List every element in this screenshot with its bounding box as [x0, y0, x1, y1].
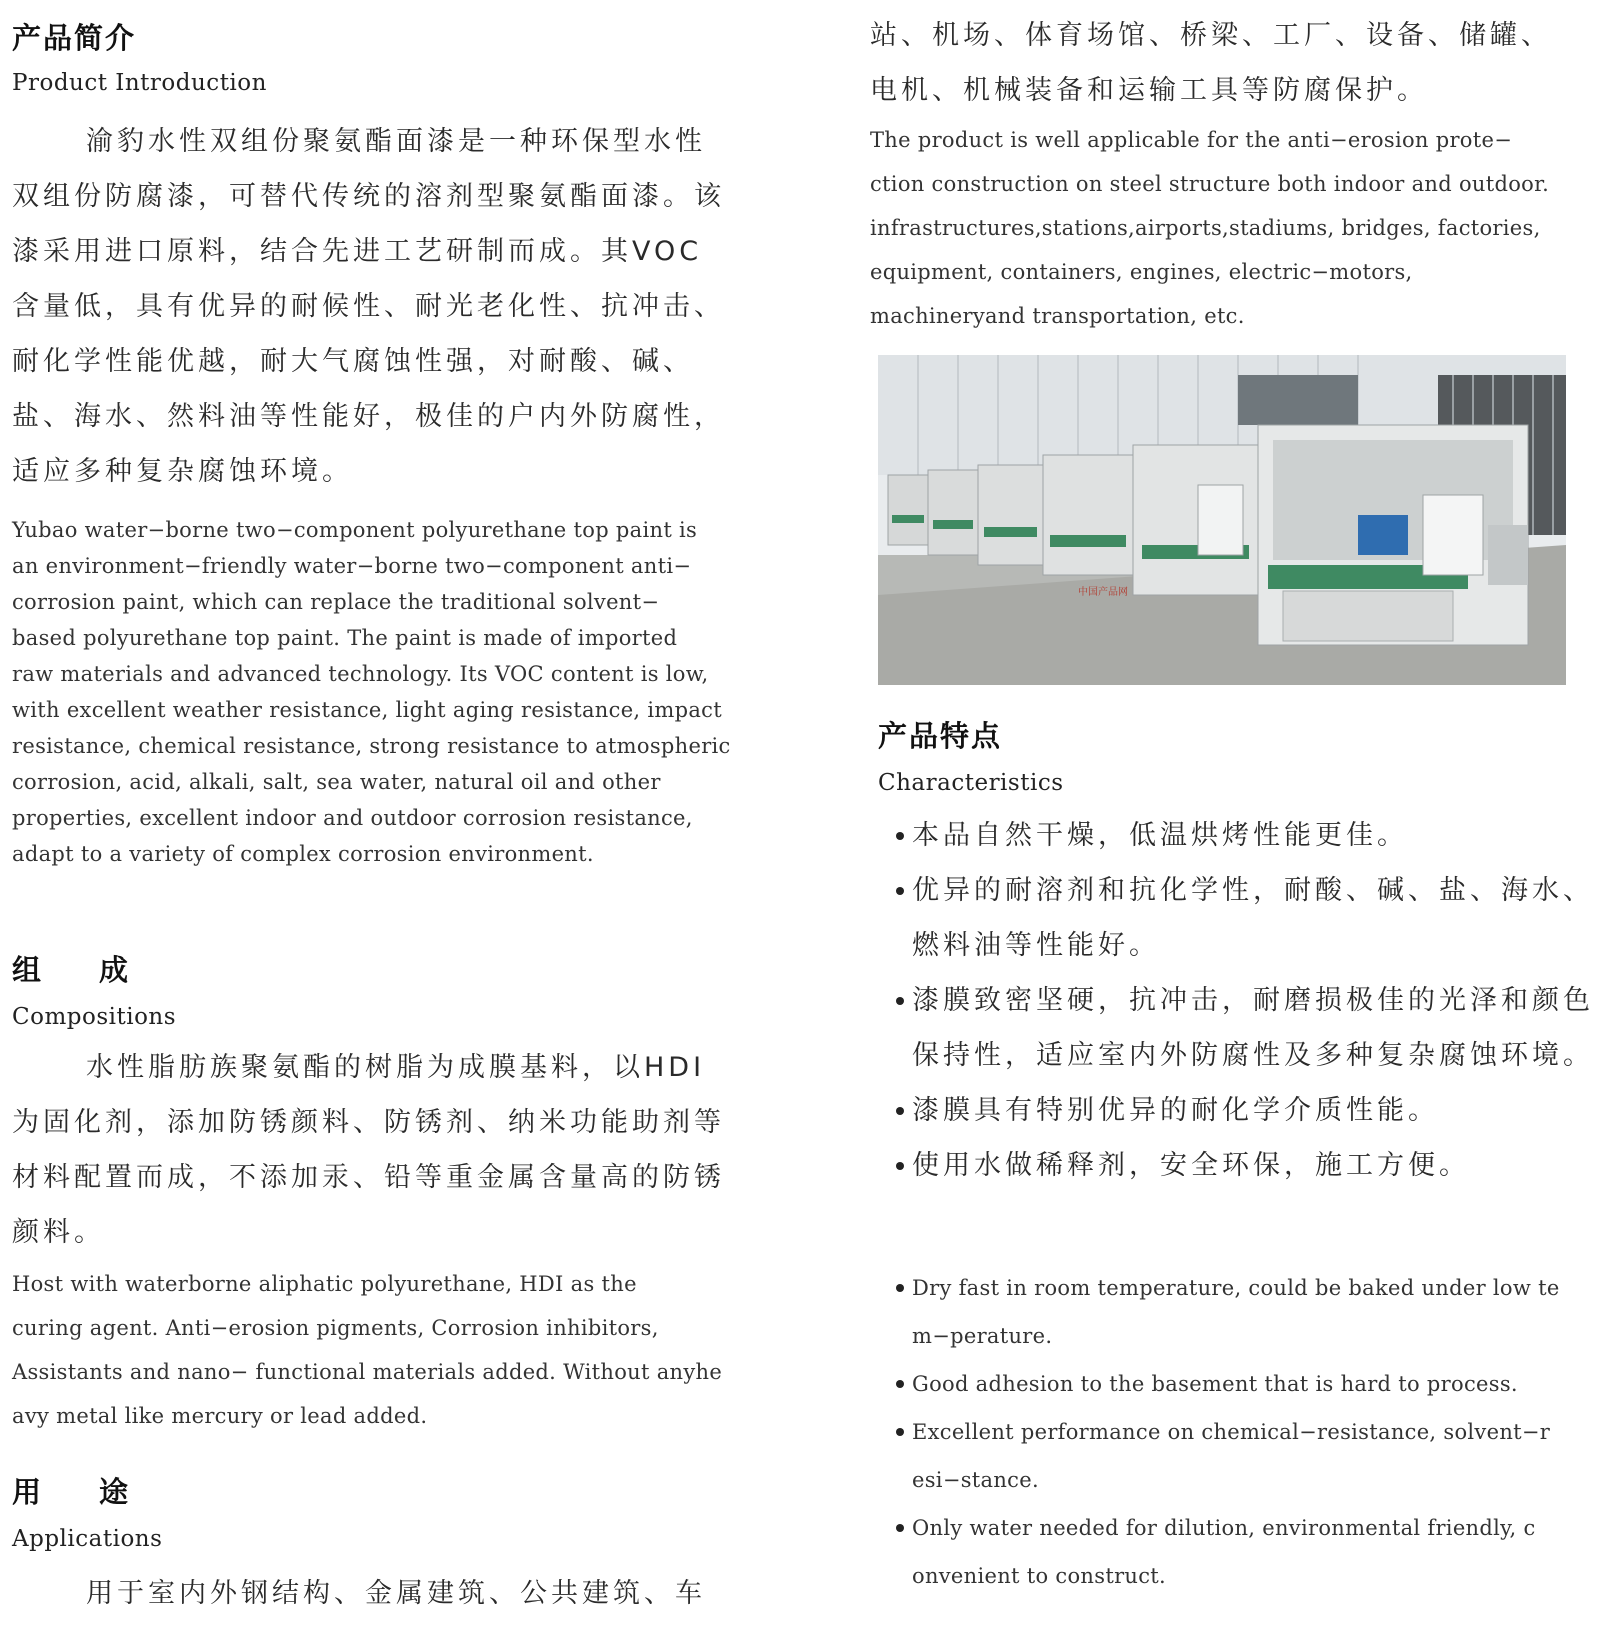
compositions-en-line: Assistants and nano− functional materials added. Without anyhe [12, 1360, 723, 1384]
applications-body-cn-continued [870, 8, 1610, 118]
intro-en-line: with excellent weather resistance, light aging resistance, impact [12, 698, 722, 722]
compositions-title-en: Compositions [12, 1004, 177, 1030]
spray-booth-icon [878, 355, 1566, 685]
applications-cn-line: 电机、机械装备和运输工具等防腐保护。 [870, 75, 1428, 106]
intro-en-line: an environment−friendly water−borne two−component anti− [12, 554, 692, 578]
compositions-body-cn: 水性脂肪族聚氨酯的树脂为成膜基料，以HDI为固化剂，添加防锈颜料、防锈剂、纳米功能助剂等材料配置而成，不添加汞、铅等重金属含量高的防锈颜料。 [12, 1052, 725, 1248]
compositions-en-line: avy metal like mercury or lead added. [12, 1404, 428, 1428]
applications-en-line: ction construction on steel structure both indoor and outdoor. [870, 172, 1550, 196]
intro-en-line: resistance, chemical resistance, strong resistance to atmospheric [12, 734, 731, 758]
applications-en-line: machineryand transportation, etc. [870, 304, 1245, 328]
intro-en-line: adapt to a variety of complex corrosion environment. [12, 842, 594, 866]
list-item: 使用水做稀释剂，安全环保，施工方便。 [894, 1138, 1594, 1193]
intro-en-line: raw materials and advanced technology. Its VOC content is low, [12, 662, 709, 686]
spray-booth-photo [878, 355, 1566, 685]
list-item: 本品自然干燥，低温烘烤性能更佳。 [894, 808, 1594, 863]
intro-en-line: corrosion, acid, alkali, salt, sea water, natural oil and other [12, 770, 661, 794]
applications-en-line: infrastructures,stations,airports,stadiums, bridges, factories, [870, 216, 1541, 240]
compositions-en-line: Host with waterborne aliphatic polyurethane, HDI as the [12, 1272, 637, 1296]
characteristics-title-cn: 产品特点 [878, 719, 1003, 753]
applications-en-line: equipment, containers, engines, electric−motors, [870, 260, 1413, 284]
intro-title-en: Product Introduction [12, 70, 267, 96]
characteristics-list-cn [894, 808, 1594, 1193]
compositions-body-en [12, 1262, 782, 1438]
intro-en-line: based polyurethane top paint. The paint is made of imported [12, 626, 678, 650]
intro-body-en [12, 512, 772, 872]
intro-en-line: Yubao water−borne two−component polyurethane top paint is [12, 518, 698, 542]
list-item: Excellent performance on chemical−resistance, solvent−r esi−stance. [894, 1408, 1594, 1504]
intro-en-line: properties, excellent indoor and outdoor corrosion resistance, [12, 806, 693, 830]
characteristics-list-en [894, 1264, 1594, 1600]
intro-en-line: corrosion paint, which can replace the traditional solvent− [12, 590, 660, 614]
list-item: Only water needed for dilution, environmental friendly, c onvenient to construct. [894, 1504, 1594, 1600]
compositions-title-cn: 组 成 [12, 953, 129, 987]
compositions-en-line: curing agent. Anti−erosion pigments, Corrosion inhibitors, [12, 1316, 659, 1340]
list-item: 漆膜具有特别优异的耐化学介质性能。 [894, 1083, 1594, 1138]
photo-watermark: 中国产品网 [1078, 587, 1128, 598]
applications-title-en: Applications [12, 1526, 163, 1552]
characteristics-title-en: Characteristics [878, 770, 1064, 796]
applications-body-cn-start: 用于室内外钢结构、金属建筑、公共建筑、车 [86, 1578, 706, 1609]
list-item: Good adhesion to the basement that is hard to process. [894, 1360, 1594, 1408]
list-item: 优异的耐溶剂和抗化学性，耐酸、碱、盐、海水、燃料油等性能好。 [894, 863, 1594, 973]
list-item: Dry fast in room temperature, could be baked under low te m−perature. [894, 1264, 1594, 1360]
applications-cn-line: 站、机场、体育场馆、桥梁、工厂、设备、储罐、 [870, 20, 1552, 51]
intro-body-cn: 渝豹水性双组份聚氨酯面漆是一种环保型水性双组份防腐漆，可替代传统的溶剂型聚氨酯面漆。该漆采用进口原料，结合先进工艺研制而成。其VOC含量低，具有优异的耐候性、耐光老化性、抗冲击、耐化学性能优越，耐大气腐蚀性强，对耐酸、碱、盐、海水、然料油等性能好，极佳的户内外防腐性，适应多种复杂腐蚀环境。 [12, 126, 725, 487]
intro-title-cn: 产品简介 [12, 21, 137, 55]
list-item: 漆膜致密坚硬，抗冲击，耐磨损极佳的光泽和颜色保持性，适应室内外防腐性及多种复杂腐蚀环境。 [894, 973, 1594, 1083]
applications-title-cn: 用 途 [12, 1475, 129, 1509]
applications-en-line: The product is well applicable for the anti−erosion prote− [870, 128, 1513, 152]
applications-body-en [870, 118, 1610, 338]
